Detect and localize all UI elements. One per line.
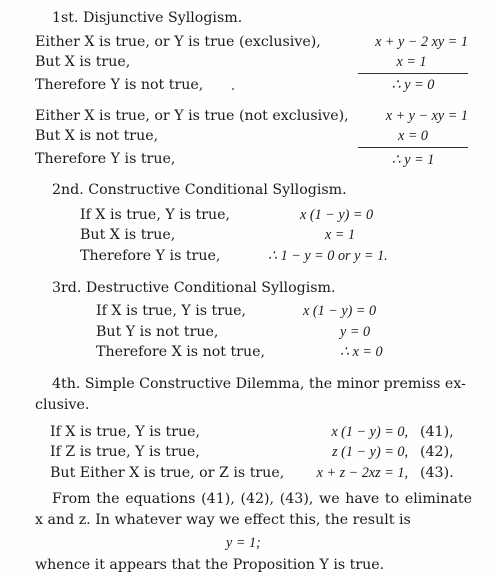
conclusion-line-2: x and z. In whatever way we effect this, the result is <box>35 512 411 528</box>
s4-equation-1: x (1 − y) = 0, <box>331 424 408 440</box>
s1b-equation-1: x + y − xy = 1 <box>385 108 468 124</box>
s4-premise-2: If Z is true, Y is true, <box>50 444 200 460</box>
s2-conclusion: Therefore Y is true, <box>80 248 221 264</box>
s3-equation-1: x (1 − y) = 0 <box>303 303 377 319</box>
s1a-equation-3: ∴ y = 0 <box>391 77 435 93</box>
conclusion-line-1: From the equations (41), (42), (43), we have to eliminate <box>52 491 472 507</box>
s1a-premise-1: Either X is true, or Y is true (exclusive), <box>35 34 321 50</box>
s3-premise-2: But Y is not true, <box>96 324 219 340</box>
s1a-equation-1: x + y − 2 xy = 1 <box>375 34 468 50</box>
s1b-premise-2: But X is not true, <box>35 128 159 144</box>
s4-eqn-number-43: (43). <box>420 465 454 481</box>
s2-premise-1: If X is true, Y is true, <box>80 207 231 223</box>
s1b-equation-3: ∴ y = 1 <box>391 152 435 168</box>
s4-eqn-number-42: (42), <box>420 444 454 460</box>
conclusion-equation: y = 1; <box>226 535 261 551</box>
s1b-rule <box>358 147 468 148</box>
section-4-heading-line-2: clusive. <box>35 397 90 413</box>
s1b-premise-1: Either X is true, or Y is true (not exclusive), <box>35 108 349 124</box>
s2-equation-2: x = 1 <box>325 227 356 243</box>
s1b-equation-2: x = 0 <box>397 128 429 144</box>
s1a-equation-2: x = 1 <box>396 54 427 70</box>
s1b-conclusion: Therefore Y is true, <box>35 151 176 167</box>
stray-dot <box>232 88 234 90</box>
s4-premise-3: But Either X is true, or Z is true, <box>50 465 285 481</box>
s3-conclusion: Therefore X is not true, <box>96 344 266 360</box>
s4-equation-3: x + z − 2xz = 1, <box>316 465 408 481</box>
s2-equation-3: ∴ 1 − y = 0 or y = 1. <box>268 248 388 264</box>
s2-equation-1: x (1 − y) = 0 <box>300 207 374 223</box>
s3-premise-1: If X is true, Y is true, <box>96 303 247 319</box>
s2-premise-2: But X is true, <box>80 227 176 243</box>
s1a-conclusion: Therefore Y is not true, <box>35 77 204 93</box>
s1a-rule <box>358 73 468 74</box>
s4-eqn-number-41: (41), <box>420 424 454 440</box>
section-1-heading: 1st. Disjunctive Syllogism. <box>52 10 243 26</box>
s1a-premise-2: But X is true, <box>35 54 131 70</box>
conclusion-line-3: whence it appears that the Proposition Y is true. <box>35 557 385 573</box>
section-3-heading: 3rd. Destructive Conditional Syllogism. <box>52 280 336 296</box>
s4-premise-1: If X is true, Y is true, <box>50 424 201 440</box>
s4-equation-2: z (1 − y) = 0, <box>332 444 408 460</box>
section-2-heading: 2nd. Constructive Conditional Syllogism. <box>52 182 347 198</box>
s3-equation-2: y = 0 <box>340 324 371 340</box>
s3-equation-3: ∴ x = 0 <box>340 344 383 360</box>
section-4-heading-line-1: 4th. Simple Constructive Dilemma, the minor premiss ex- <box>52 376 466 392</box>
